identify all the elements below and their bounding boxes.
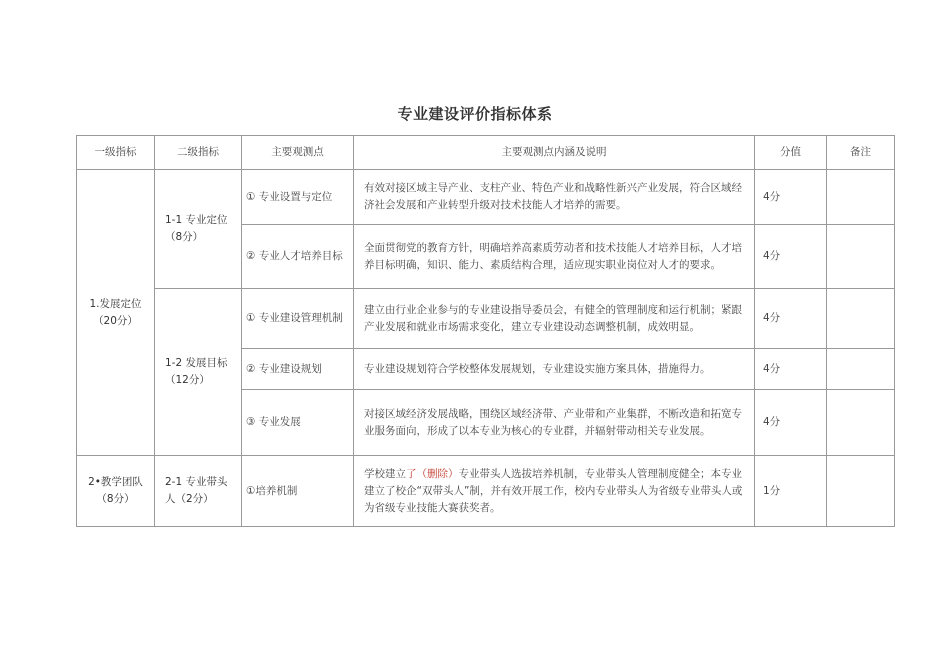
table-row [77, 289, 895, 349]
observation-description: 专业建设规划符合学校整体发展规划，专业建设实施方案具体，措施得力。 [354, 349, 755, 390]
remark-cell [827, 225, 895, 289]
header-observation-point: 主要观测点 [242, 136, 354, 170]
observation-point: ① 专业建设管理机制 [242, 289, 354, 349]
observation-description: 有效对接区域主导产业、支柱产业、特色产业和战略性新兴产业发展，符合区域经济社会发展和产业转型升级对技术技能人才培养的需要。 [354, 170, 755, 225]
remark-cell [827, 289, 895, 349]
document-title: 专业建设评价指标体系 [397, 105, 553, 123]
observation-point: ② 专业建设规划 [242, 349, 354, 390]
observation-point: ③ 专业发展 [242, 390, 354, 456]
level2-cell: 2-1 专业带头人（2分） [155, 456, 242, 527]
remark-cell [827, 170, 895, 225]
observation-point: ② 专业人才培养目标 [242, 225, 354, 289]
level1-label: 2•教学团队 [88, 476, 143, 488]
remark-cell [827, 349, 895, 390]
header-level1: 一级指标 [77, 136, 155, 170]
header-remark: 备注 [827, 136, 895, 170]
score-cell: 4分 [755, 170, 827, 225]
score-cell: 4分 [755, 289, 827, 349]
level1-points: （8分） [96, 493, 135, 505]
table-row [77, 170, 895, 225]
header-description: 主要观测点内涵及说明 [354, 136, 755, 170]
header-level2: 二级指标 [155, 136, 242, 170]
table-header-row [77, 136, 895, 170]
observation-description [354, 456, 755, 527]
deletion-mark: 了（删除） [406, 467, 459, 480]
description-text: 专业带头人选拔培养机制，专业带头人管理制度健全；本专业建立了校企“双带头人”制，并有效开展工作，校内专业带头人为省级专业带头人或为省级专业技能大赛获奖者。 [364, 467, 743, 514]
observation-point: ①培养机制 [242, 456, 354, 527]
header-score: 分值 [755, 136, 827, 170]
observation-description: 全面贯彻党的教育方针，明确培养高素质劳动者和技术技能人才培养目标，人才培养目标明确，知识、能力、素质结构合理，适应现实职业岗位对人才的要求。 [354, 225, 755, 289]
level1-cell-teaching-team [77, 456, 155, 527]
observation-point: ① 专业设置与定位 [242, 170, 354, 225]
table-row [77, 456, 895, 527]
score-cell: 1分 [755, 456, 827, 527]
level1-label: 1.发展定位 [89, 297, 142, 310]
description-text: 学校建立 [364, 467, 406, 480]
level2-cell: 1-1 专业定位（8分） [155, 170, 242, 289]
remark-cell [827, 456, 895, 527]
level1-cell-development [77, 170, 155, 456]
evaluation-table [76, 135, 895, 527]
remark-cell [827, 390, 895, 456]
observation-description: 对接区域经济发展战略，围绕区域经济带、产业带和产业集群，不断改造和拓宽专业服务面向，形成了以本专业为核心的专业群，并辐射带动相关专业发展。 [354, 390, 755, 456]
score-cell: 4分 [755, 225, 827, 289]
level1-points: （20分） [93, 314, 138, 327]
score-cell: 4分 [755, 390, 827, 456]
level2-cell: 1-2 发展目标（12分） [155, 289, 242, 456]
observation-description: 建立由行业企业参与的专业建设指导委员会，有健全的管理制度和运行机制；紧跟产业发展和就业市场需求变化，建立专业建设动态调整机制，成效明显。 [354, 289, 755, 349]
score-cell: 4分 [755, 349, 827, 390]
